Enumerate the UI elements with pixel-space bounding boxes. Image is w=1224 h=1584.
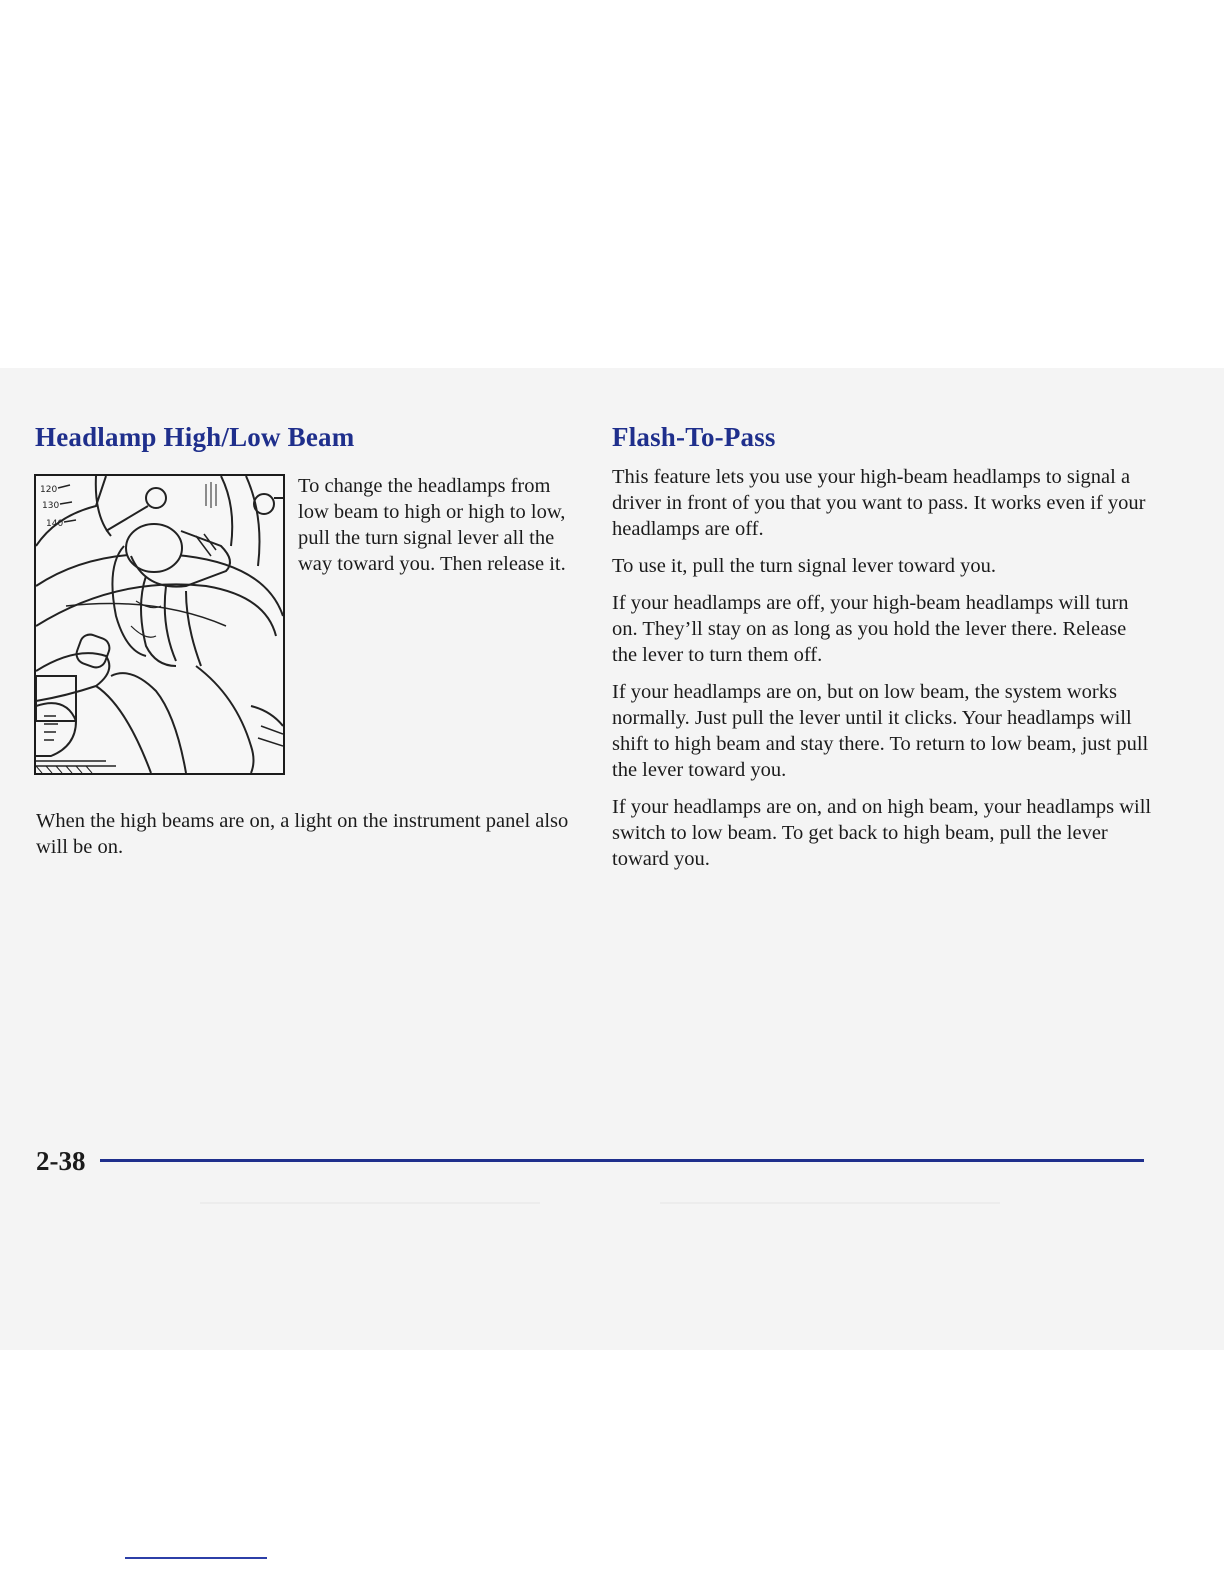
paragraph-headlamps-off: If your headlamps are off, your high-beam headlamps will turn on. They’ll stay on as long as you hold the lever there. Release the lever to turn them off. (612, 592, 1129, 666)
lever-instruction-text: To change the headlamps from low beam to high or high to low, pull the turn signal lever all the way toward you. Then release it. (298, 475, 566, 575)
high-beam-indicator-text: When the high beams are on, a light on the instrument panel also will be on. (36, 810, 569, 858)
flash-to-pass-body (612, 464, 1152, 883)
section-heading-flash-to-pass: Flash-To-Pass (612, 422, 776, 452)
page-footer (36, 1146, 1144, 1176)
paragraph-feature-intro: This feature lets you use your high-beam headlamps to signal a driver in front of you that you want to pass. It works even if your headlamps are off. (612, 466, 1146, 540)
page-number: 2-38 (36, 1146, 86, 1176)
turn-signal-lever-illustration (34, 474, 285, 775)
paragraph-high-beam: If your headlamps are on, and on high beam, your headlamps will switch to low beam. To get back to high beam, pull the lever toward you. (612, 796, 1152, 870)
section-heading-headlamp-beam: Headlamp High/Low Beam (35, 422, 355, 452)
faint-divider (200, 1202, 540, 1204)
paragraph-how-to-use: To use it, pull the turn signal lever toward you. (612, 555, 997, 577)
svg-text:120: 120 (40, 485, 58, 495)
paragraph-low-beam: If your headlamps are on, but on low beam, the system works normally. Just pull the lever until it clicks. Your headlamps will shift to high beam and stay there. To return to low beam, just pull the lever toward you. (612, 681, 1149, 781)
svg-text:130: 130 (42, 501, 60, 511)
bottom-underline (125, 1557, 267, 1559)
faint-divider (660, 1202, 1000, 1204)
svg-text:140: 140 (46, 519, 64, 529)
footer-divider (100, 1159, 1144, 1162)
hand-pulling-lever-icon (36, 476, 283, 773)
